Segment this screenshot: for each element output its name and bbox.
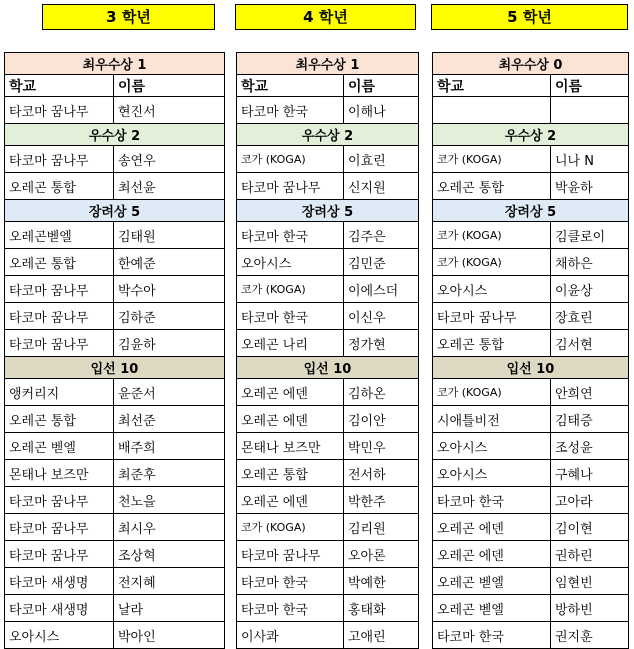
table-row [433,406,629,433]
section-title: 우수상 2 [5,124,225,146]
table-row [237,330,419,357]
table-row [5,276,225,303]
table-row [5,222,225,249]
name-cell: 이해나 [344,97,419,124]
name-cell: 최선윤 [114,173,225,200]
table-row [237,568,419,595]
name-header: 이름 [344,75,419,97]
table-row [5,433,225,460]
school-cell: 오아시스 [237,249,344,276]
name-cell: 김태증 [551,406,629,433]
school-cell: 타코마 한국 [237,222,344,249]
awards-table-grade-4 [236,52,419,649]
table-row [5,595,225,622]
name-cell: 윤준서 [114,379,225,406]
table-row [237,97,419,124]
table-row [237,514,419,541]
table-row [5,622,225,649]
school-cell: 오레곤 통합 [237,460,344,487]
name-cell: 한예준 [114,249,225,276]
name-cell: 안희연 [551,379,629,406]
name-cell: 임현빈 [551,568,629,595]
school-cell: 타코마 꿈나무 [237,173,344,200]
name-cell: 구혜나 [551,460,629,487]
school-cell: 오레곤 통합 [5,249,114,276]
name-cell: 권지훈 [551,622,629,649]
section-header-row [237,124,419,146]
school-header: 학교 [237,75,344,97]
table-row [433,433,629,460]
table-row [5,406,225,433]
table-row [433,222,629,249]
column-header-row [5,75,225,97]
name-cell: 방하빈 [551,595,629,622]
table-row [433,249,629,276]
section-title: 입선 10 [433,357,629,379]
table-row [433,303,629,330]
name-cell: 현진서 [114,97,225,124]
school-cell: 오레곤 벧엘 [5,433,114,460]
name-cell: 박민우 [344,433,419,460]
table-row [5,460,225,487]
section-title: 우수상 2 [433,124,629,146]
section-title: 우수상 2 [237,124,419,146]
name-cell: 신지원 [344,173,419,200]
school-header: 학교 [5,75,114,97]
school-cell: 타코마 꿈나무 [237,541,344,568]
name-cell: 김이안 [344,406,419,433]
school-cell: 오아시스 [5,622,114,649]
table-row [237,276,419,303]
school-cell: 코가 (KOGA) [237,276,344,303]
table-row [433,487,629,514]
table-row [433,276,629,303]
section-title: 입선 10 [5,357,225,379]
table-row [433,514,629,541]
name-cell: 김윤하 [114,330,225,357]
school-cell: 오레곤 벧엘 [433,595,551,622]
section-title: 장려상 5 [237,200,419,222]
name-cell: 박아인 [114,622,225,649]
table-row [237,222,419,249]
name-cell: 박예한 [344,568,419,595]
section-header-row [433,200,629,222]
table-row [237,460,419,487]
school-cell: 이사콰 [237,622,344,649]
section-title: 최우수상 1 [237,53,419,75]
awards-table-grade-5 [432,52,629,649]
school-cell: 타코마 꿈나무 [5,146,114,173]
section-header-row [5,200,225,222]
awards-table-grade-3 [4,52,225,649]
table-row [237,406,419,433]
school-cell: 코가 (KOGA) [237,514,344,541]
table-row [433,379,629,406]
table-row [237,595,419,622]
school-cell: 코가 (KOGA) [433,379,551,406]
name-cell: 전서하 [344,460,419,487]
section-header-row [5,124,225,146]
name-cell: 정가현 [344,330,419,357]
table-row [5,568,225,595]
section-header-row [5,53,225,75]
table-row [237,249,419,276]
school-cell: 타코마 한국 [237,97,344,124]
section-header-row [433,53,629,75]
school-cell: 오레곤벧엘 [5,222,114,249]
table-row [433,568,629,595]
name-header: 이름 [114,75,225,97]
name-cell: 김서현 [551,330,629,357]
name-cell: 이신우 [344,303,419,330]
school-cell: 타코마 꿈나무 [5,541,114,568]
table-row [237,622,419,649]
name-cell: 홍태화 [344,595,419,622]
name-cell: 날라 [114,595,225,622]
table-row [5,146,225,173]
name-cell: 박윤하 [551,173,629,200]
table-row [237,541,419,568]
school-cell: 시애틀비전 [433,406,551,433]
name-cell: 김하준 [114,303,225,330]
school-cell: 타코마 꿈나무 [433,303,551,330]
table-row [433,173,629,200]
school-cell: 코가 (KOGA) [433,249,551,276]
school-cell: 타코마 꿈나무 [5,514,114,541]
name-cell: 조상혁 [114,541,225,568]
name-cell: 박한주 [344,487,419,514]
name-cell [551,97,629,124]
name-cell: 천노을 [114,487,225,514]
table-row [5,487,225,514]
school-cell: 몬태나 보즈만 [5,460,114,487]
name-cell: 김태원 [114,222,225,249]
table-row [5,97,225,124]
name-header: 이름 [551,75,629,97]
table-row [5,514,225,541]
school-cell: 타코마 꿈나무 [5,487,114,514]
table-row [5,249,225,276]
name-cell: 김클로이 [551,222,629,249]
table-row [433,460,629,487]
name-cell: 채하은 [551,249,629,276]
school-cell: 타코마 새생명 [5,568,114,595]
section-header-row [237,357,419,379]
school-cell: 타코마 새생명 [5,595,114,622]
name-cell: 김주은 [344,222,419,249]
school-cell: 타코마 한국 [433,487,551,514]
section-header-row [5,357,225,379]
table-row [433,330,629,357]
section-title: 장려상 5 [5,200,225,222]
table-row [237,146,419,173]
school-cell: 타코마 꿈나무 [5,330,114,357]
table-row [237,433,419,460]
table-row [5,173,225,200]
school-header: 학교 [433,75,551,97]
name-cell: 최선준 [114,406,225,433]
school-cell: 오레곤 에덴 [433,514,551,541]
section-header-row [237,53,419,75]
section-title: 장려상 5 [433,200,629,222]
section-title: 최우수상 1 [5,53,225,75]
name-cell: 이에스더 [344,276,419,303]
name-cell: 최시우 [114,514,225,541]
grade-header-3: 3 학년 [42,4,215,30]
section-title: 입선 10 [237,357,419,379]
table-row [5,330,225,357]
column-header-row [237,75,419,97]
table-row [237,173,419,200]
table-row [5,541,225,568]
table-row [237,303,419,330]
name-cell: 박수아 [114,276,225,303]
name-cell: 이효린 [344,146,419,173]
school-cell: 오레곤 통합 [5,406,114,433]
school-cell: 오레곤 나리 [237,330,344,357]
column-header-row [433,75,629,97]
section-header-row [433,357,629,379]
school-cell: 오레곤 에덴 [433,541,551,568]
name-cell: 장효린 [551,303,629,330]
table-row [5,379,225,406]
section-header-row [433,124,629,146]
table-row [237,379,419,406]
name-cell: 최준후 [114,460,225,487]
school-cell: 오레곤 에덴 [237,379,344,406]
name-cell: 배주희 [114,433,225,460]
section-header-row [237,200,419,222]
name-cell: 이윤상 [551,276,629,303]
section-title: 최우수상 0 [433,53,629,75]
school-cell: 코가 (KOGA) [237,146,344,173]
name-cell: 고아라 [551,487,629,514]
school-cell: 타코마 한국 [433,622,551,649]
school-cell: 오아시스 [433,460,551,487]
school-cell: 오아시스 [433,276,551,303]
table-row [433,146,629,173]
school-cell: 타코마 꿈나무 [5,276,114,303]
name-cell: 김리원 [344,514,419,541]
school-cell: 앵커리지 [5,379,114,406]
school-cell: 오레곤 통합 [433,330,551,357]
table-row [433,541,629,568]
name-cell: 권하린 [551,541,629,568]
school-cell: 오레곤 에덴 [237,406,344,433]
school-cell: 오레곤 벧엘 [433,568,551,595]
school-cell: 코가 (KOGA) [433,222,551,249]
school-cell: 타코마 꿈나무 [5,97,114,124]
name-cell: 송연우 [114,146,225,173]
table-row [237,487,419,514]
name-cell: 니나 N [551,146,629,173]
name-cell: 김이현 [551,514,629,541]
grade-header-5: 5 학년 [431,4,628,30]
name-cell: 전지혜 [114,568,225,595]
school-cell: 오아시스 [433,433,551,460]
school-cell: 오레곤 에덴 [237,487,344,514]
grade-header-4: 4 학년 [235,4,416,30]
school-cell: 타코마 한국 [237,303,344,330]
school-cell: 타코마 꿈나무 [5,303,114,330]
name-cell: 오아론 [344,541,419,568]
school-cell: 코가 (KOGA) [433,146,551,173]
name-cell: 김하온 [344,379,419,406]
name-cell: 고애린 [344,622,419,649]
school-cell: 오레곤 통합 [433,173,551,200]
name-cell: 조성윤 [551,433,629,460]
table-row [433,595,629,622]
school-cell: 타코마 한국 [237,595,344,622]
name-cell: 김민준 [344,249,419,276]
school-cell: 오레곤 통합 [5,173,114,200]
table-row [433,97,629,124]
school-cell: 몬태나 보즈만 [237,433,344,460]
school-cell [433,97,551,124]
table-row [5,303,225,330]
table-row [433,622,629,649]
school-cell: 타코마 한국 [237,568,344,595]
